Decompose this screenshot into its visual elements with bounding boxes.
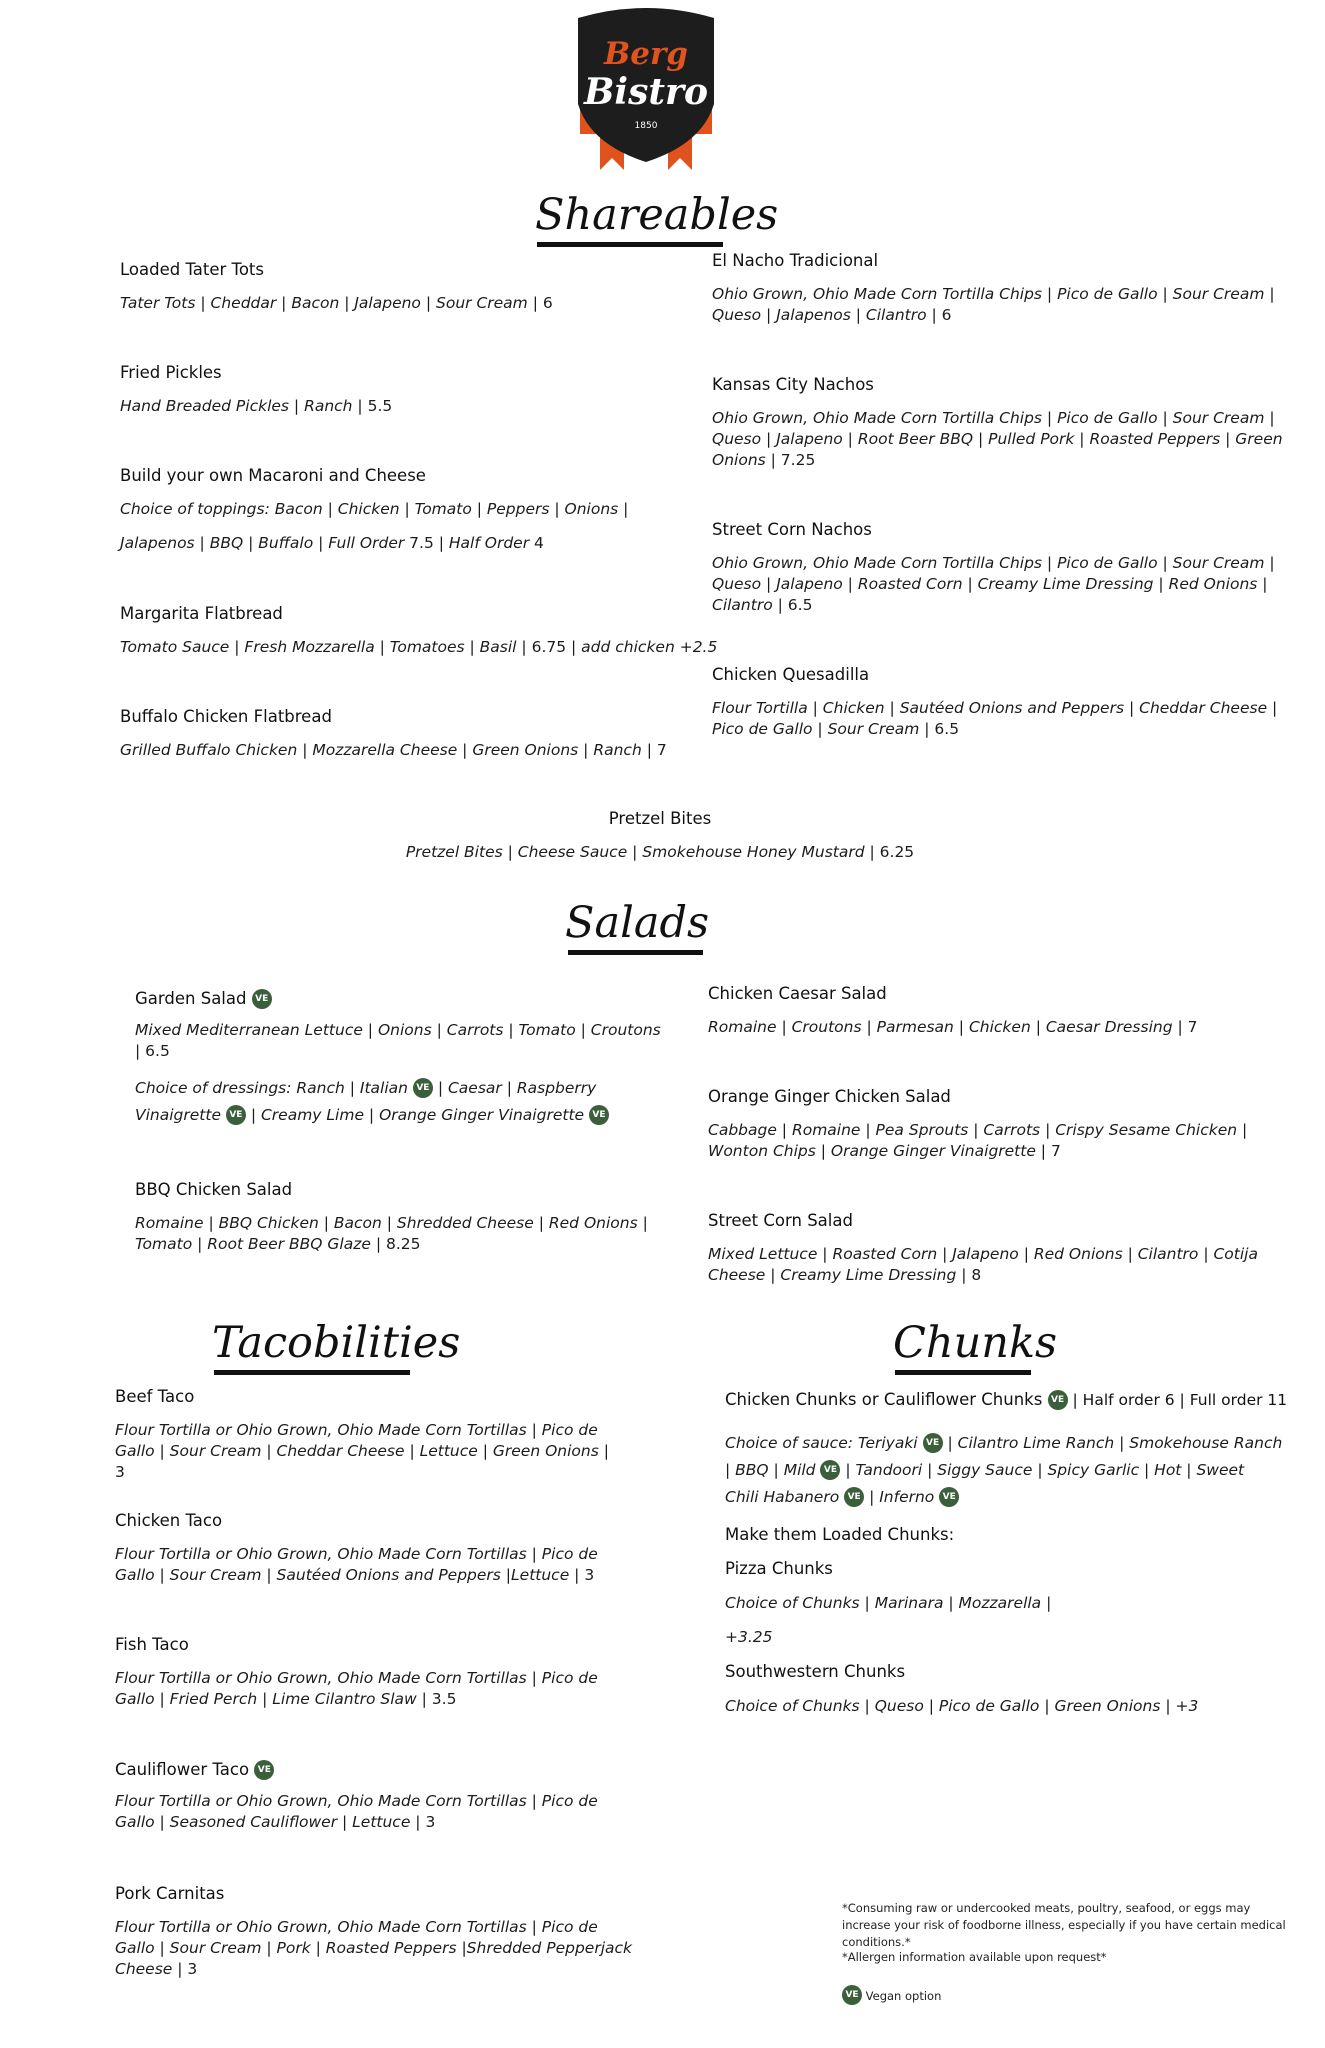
allergen-note: *Allergen information available upon request* — [842, 1950, 1107, 1964]
dressing-text: | Creamy Lime | Orange Ginger Vinaigrette — [245, 1106, 589, 1124]
item-desc-line2: Jalapenos | BBQ | Buffalo | Full Order — [120, 534, 410, 552]
item-desc: Grilled Buffalo Chicken | Mozzarella Cheese | Green Onions | Ranch | — [120, 741, 657, 759]
pizza-chunks-name: Pizza Chunks — [725, 1559, 833, 1578]
menu-item-street-corn-salad — [708, 1210, 1288, 1286]
item-price: 3.5 — [431, 1690, 457, 1708]
section-underline — [214, 1370, 410, 1375]
item-price-half: 4 — [534, 534, 544, 552]
item-desc: Cabbage | Romaine | Pea Sprouts | Carrots | Crispy Sesame Chicken | Wonton Chips | Orange Ginger Vinaigrette | — [708, 1121, 1248, 1160]
item-name: Pretzel Bites — [608, 809, 712, 828]
vegan-badge: VE — [413, 1078, 433, 1098]
menu-item-pork-carnitas — [115, 1883, 635, 1980]
item-name: Chicken Chunks or Cauliflower Chunks — [725, 1390, 1043, 1409]
item-desc-half-label: | Half Order — [433, 534, 534, 552]
sauce-text: Chili Habanero — [725, 1488, 845, 1506]
item-desc: Flour Tortilla or Ohio Grown, Ohio Made Corn Tortillas | Pico de Gallo | Sour Cream | Sautéed Onions and Peppers |Lettuce | — [115, 1545, 598, 1584]
vegan-badge: VE — [1048, 1390, 1068, 1410]
menu-item-garden-salad — [135, 988, 680, 1129]
vegan-badge: VE — [589, 1105, 609, 1125]
item-price: 3 — [187, 1960, 198, 1978]
menu-item-margarita-flatbread — [120, 603, 720, 658]
section-title: Shareables — [535, 190, 779, 240]
item-orders: | Half order 6 | Full order 11 — [1067, 1391, 1288, 1409]
item-desc: Hand Breaded Pickles | Ranch | — [120, 397, 368, 415]
menu-item-fried-pickles — [120, 362, 680, 417]
menu-item-fish-taco — [115, 1634, 635, 1710]
item-price: 6 — [941, 306, 952, 324]
southwestern-chunks-desc: Choice of Chunks | Queso | Pico de Gallo | Green Onions | +3 — [725, 1697, 1199, 1715]
section-salads — [565, 898, 710, 955]
item-desc: Ohio Grown, Ohio Made Corn Tortilla Chips | Pico de Gallo | Sour Cream | Queso | Jalapenos | Cilantro | — [712, 285, 1275, 324]
item-name: Kansas City Nachos — [712, 375, 874, 394]
vegan-badge: VE — [844, 1487, 864, 1507]
menu-item-chicken-taco — [115, 1510, 635, 1586]
item-name: Fish Taco — [115, 1635, 189, 1654]
section-title: Tacobilities — [212, 1318, 461, 1368]
item-name: Cauliflower Taco — [115, 1760, 250, 1779]
item-price: 6.5 — [787, 596, 813, 614]
item-name: Pork Carnitas — [115, 1884, 225, 1903]
item-name: Chicken Quesadilla — [712, 665, 870, 684]
vegan-badge: VE — [252, 989, 272, 1009]
item-desc: Ohio Grown, Ohio Made Corn Tortilla Chips | Pico de Gallo | Sour Cream | Queso | Jalapeno | Root Beer BBQ | Pulled Pork | Roasted Peppers | Green Onions | — [712, 409, 1283, 469]
section-underline — [537, 242, 723, 247]
section-underline — [895, 1370, 1031, 1375]
item-desc: Romaine | Croutons | Parmesan | Chicken | Caesar Dressing | — [708, 1018, 1188, 1036]
item-price: 6 — [542, 294, 553, 312]
section-tacobilities — [212, 1318, 461, 1375]
item-desc: Flour Tortilla or Ohio Grown, Ohio Made Corn Tortillas | Pico de Gallo | Fried Perch | Lime Cilantro Slaw | — [115, 1669, 598, 1708]
item-name: Margarita Flatbread — [120, 604, 283, 623]
vegan-legend-label: Vegan option — [865, 1989, 942, 2003]
item-price: 6.75 — [531, 638, 567, 656]
berg-bistro-logo — [572, 4, 720, 170]
svg-text:1850: 1850 — [634, 121, 658, 131]
item-price: 7 — [1187, 1018, 1198, 1036]
item-price: 7 — [656, 741, 667, 759]
item-name: Chicken Taco — [115, 1511, 223, 1530]
item-price: 3 — [584, 1566, 595, 1584]
menu-item-build-mac — [120, 465, 710, 554]
item-desc: Mixed Lettuce | Roasted Corn | Jalapeno | Red Onions | Cilantro | Cotija Cheese | Creamy Lime Dressing | — [708, 1245, 1258, 1284]
item-name: Orange Ginger Chicken Salad — [708, 1087, 951, 1106]
item-desc: Tomato Sauce | Fresh Mozzarella | Tomatoes | Basil | — [120, 638, 532, 656]
raw-food-disclaimer: *Consuming raw or undercooked meats, poultry, seafood, or eggs may increase your risk of foodborne illness, especially if you have certain medical conditions.* — [842, 1901, 1286, 1949]
menu-item-chicken-quesadilla — [712, 664, 1312, 740]
dressing-text: Choice of dressings: Ranch | Italian — [135, 1079, 413, 1097]
menu-item-loaded-tater-tots — [120, 259, 680, 314]
menu-item-cauliflower-taco — [115, 1759, 635, 1833]
item-price: 6.5 — [934, 720, 960, 738]
vegan-legend — [842, 1985, 1142, 2005]
item-name: Buffalo Chicken Flatbread — [120, 707, 332, 726]
vegan-badge: VE — [254, 1760, 274, 1780]
vegan-badge: VE — [820, 1460, 840, 1480]
pizza-chunks-price: +3.25 — [725, 1628, 773, 1646]
section-title: Chunks — [893, 1318, 1058, 1368]
loaded-chunks-heading: Make them Loaded Chunks: — [725, 1525, 955, 1544]
item-desc: Pretzel Bites | Cheese Sauce | Smokehouse Honey Mustard | — [405, 843, 880, 861]
item-name: Street Corn Salad — [708, 1211, 853, 1230]
item-extra: | add chicken +2.5 — [566, 638, 718, 656]
item-desc: Flour Tortilla or Ohio Grown, Ohio Made Corn Tortillas | Pico de Gallo | Sour Cream | Cheddar Cheese | Lettuce | Green Onions | — [115, 1421, 609, 1460]
item-desc: Mixed Mediterranean Lettuce | Onions | Carrots | Tomato | Croutons | — [135, 1021, 661, 1060]
menu-item-chicken-caesar-salad — [708, 983, 1298, 1038]
item-name: Loaded Tater Tots — [120, 260, 264, 279]
menu-item-street-corn-nachos — [712, 519, 1292, 616]
item-name: Fried Pickles — [120, 363, 222, 382]
item-desc: Ohio Grown, Ohio Made Corn Tortilla Chips | Pico de Gallo | Sour Cream | Queso | Jalapeno | Roasted Corn | Creamy Lime Dressing | Red Onions | Cilantro | — [712, 554, 1275, 614]
item-desc-line1: Choice of toppings: Bacon | Chicken | Tomato | Peppers | Onions | — [120, 500, 629, 518]
sauce-text: | Inferno — [864, 1488, 940, 1506]
item-desc: Flour Tortilla | Chicken | Sautéed Onions and Peppers | Cheddar Cheese | Pico de Gallo | Sour Cream | — [712, 699, 1278, 738]
item-price: 8 — [971, 1266, 982, 1284]
dressing-text: Vinaigrette — [135, 1106, 226, 1124]
item-desc: Flour Tortilla or Ohio Grown, Ohio Made Corn Tortillas | Pico de Gallo | Seasoned Cauliflower | Lettuce | — [115, 1792, 598, 1831]
item-price: 8.25 — [385, 1235, 421, 1253]
sauce-text: | Tandoori | Siggy Sauce | Spicy Garlic | Hot | Sweet — [840, 1461, 1245, 1479]
item-price-full: 7.5 — [409, 534, 434, 552]
vegan-badge: VE — [939, 1487, 959, 1507]
item-name: BBQ Chicken Salad — [135, 1180, 293, 1199]
menu-item-el-nacho — [712, 250, 1292, 326]
item-price: 7.25 — [780, 451, 816, 469]
item-name: Chicken Caesar Salad — [708, 984, 887, 1003]
item-name: Build your own Macaroni and Cheese — [120, 466, 426, 485]
svg-text:Bistro: Bistro — [584, 71, 708, 113]
sauce-text: | BBQ | Mild — [725, 1461, 821, 1479]
svg-text:Berg: Berg — [604, 36, 688, 72]
vegan-badge: VE — [842, 1985, 862, 2005]
item-desc: Romaine | BBQ Chicken | Bacon | Shredded Cheese | Red Onions | Tomato | Root Beer BBQ Glaze | — [135, 1214, 648, 1253]
item-desc: Flour Tortilla or Ohio Grown, Ohio Made Corn Tortillas | Pico de Gallo | Sour Cream | Pork | Roasted Peppers |Shredded Pepperjack Cheese | — [115, 1918, 633, 1978]
item-price: 7 — [1050, 1142, 1061, 1160]
item-name: Street Corn Nachos — [712, 520, 872, 539]
item-price: 3 — [115, 1463, 125, 1481]
item-name: El Nacho Tradicional — [712, 251, 879, 270]
vegan-badge: VE — [923, 1433, 943, 1453]
item-price: 6.5 — [145, 1042, 170, 1060]
menu-item-pretzel-bites — [300, 808, 1020, 863]
vegan-badge: VE — [226, 1105, 246, 1125]
section-title: Salads — [565, 898, 710, 948]
item-price: 6.25 — [879, 843, 915, 861]
section-chunks — [893, 1318, 1058, 1375]
item-name: Garden Salad — [135, 989, 247, 1008]
sauce-text: Choice of sauce: Teriyaki — [725, 1434, 923, 1452]
sauce-text: | Cilantro Lime Ranch | Smokehouse Ranch — [942, 1434, 1283, 1452]
dressing-text: | Caesar | Raspberry — [432, 1079, 597, 1097]
pizza-chunks-desc: Choice of Chunks | Marinara | Mozzarella | — [725, 1594, 1052, 1612]
menu-item-buffalo-flatbread — [120, 706, 720, 761]
menu-item-kc-nachos — [712, 374, 1292, 471]
section-underline — [568, 950, 703, 955]
item-name: Beef Taco — [115, 1387, 195, 1406]
menu-item-bbq-chicken-salad — [135, 1179, 655, 1255]
menu-item-beef-taco — [115, 1386, 635, 1483]
menu-item-orange-ginger-salad — [708, 1086, 1308, 1162]
section-shareables — [535, 190, 779, 247]
item-price: 3 — [425, 1813, 436, 1831]
chunks-title-line — [725, 1389, 1287, 1411]
southwestern-chunks-name: Southwestern Chunks — [725, 1662, 906, 1681]
item-desc: Tater Tots | Cheddar | Bacon | Jalapeno | Sour Cream | — [120, 294, 543, 312]
chunks-sauce-list — [725, 1430, 1282, 1511]
item-price: 5.5 — [367, 397, 393, 415]
